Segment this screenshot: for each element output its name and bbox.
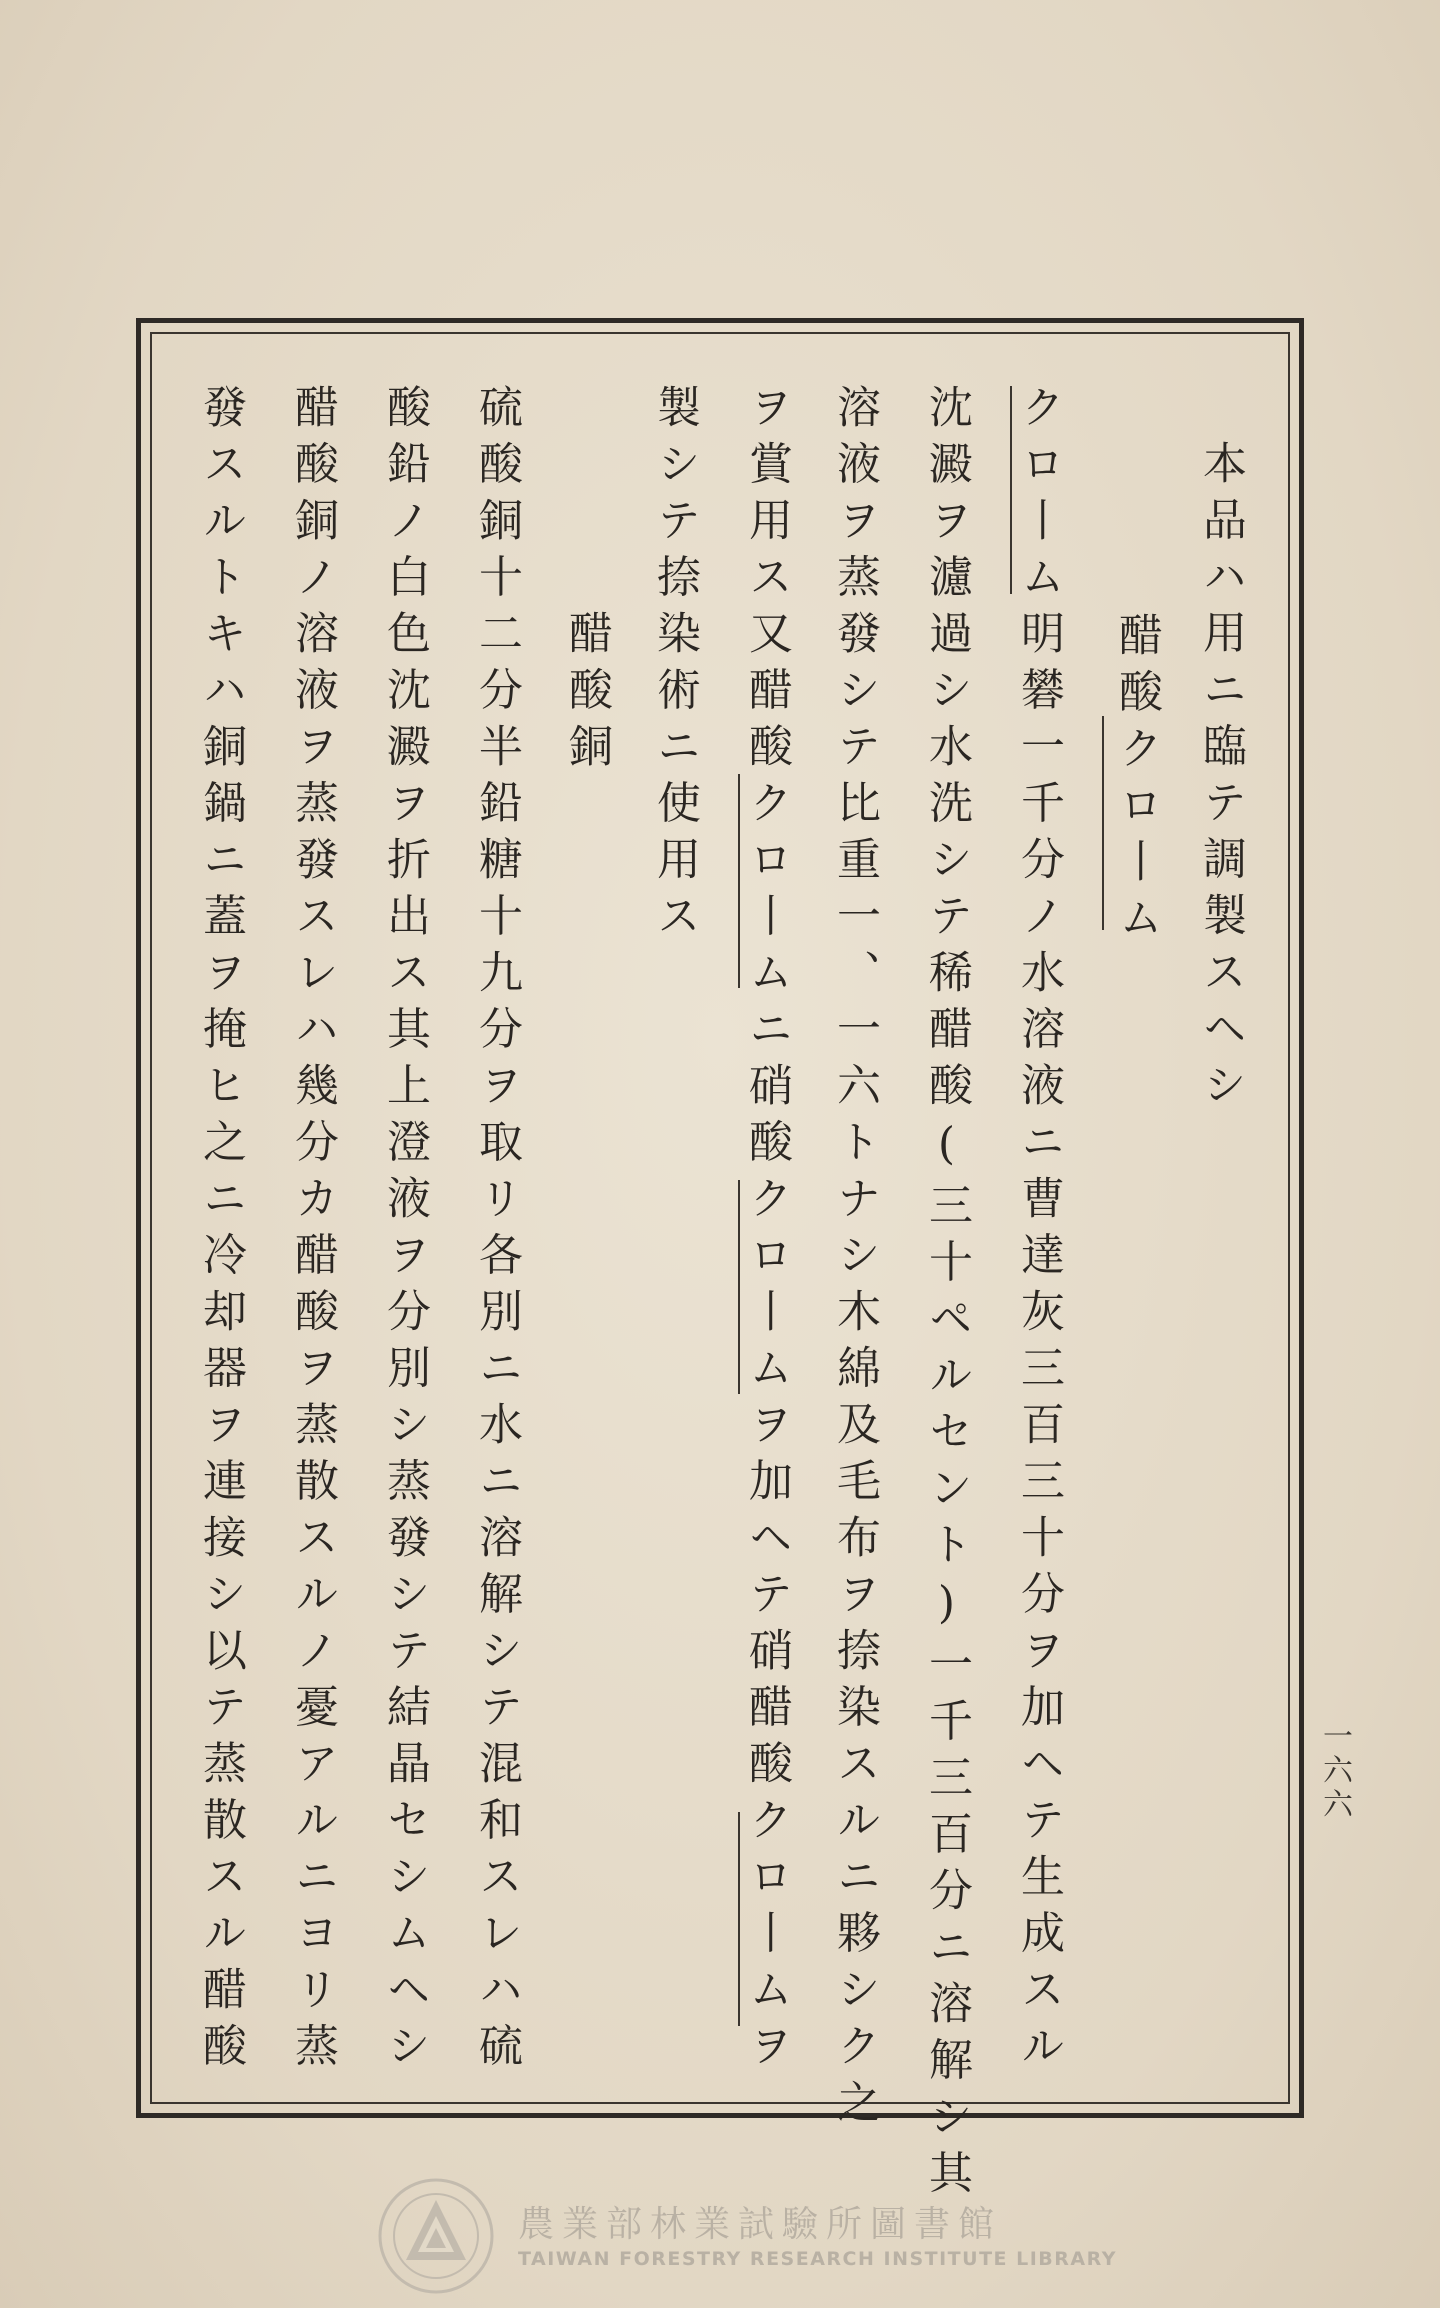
text-column-11: 醋酸銅ノ溶液ヲ蒸發スレハ幾分カ醋酸ヲ蒸散スルノ憂アルニヨリ蒸 [287,384,338,2079]
section-heading-chromium-acetate: 醋酸クロ丨ム [1111,612,1162,951]
side-rule [738,1180,740,1394]
text-column-9: 硫酸銅十二分半鉛糖十九分ヲ取リ各別ニ水ニ溶解シテ混和スレハ硫 [471,384,522,2079]
text-column-1: 本品ハ用ニ臨テ調製スヘシ [1195,440,1246,1118]
side-rule [1102,716,1104,930]
text-column-12: 發スルトキハ銅鍋ニ蓋ヲ掩ヒ之ニ冷却器ヲ連接シ以テ蒸散スル醋酸 [195,384,246,2079]
text-column-3: クロ丨ム明礬一千分ノ水溶液ニ曹達灰三百三十分ヲ加ヘテ生成スル [1013,384,1064,2079]
side-rule [738,774,740,988]
text-column-4: 沈澱ヲ濾過シ水洗シテ稀醋酸(三十ペルセント)一千三百分ニ溶解シ其 [921,384,972,2206]
library-name-english: TAIWAN FORESTRY RESEARCH INSTITUTE LIBRARY [518,2248,1117,2270]
library-name-chinese: 農業部林業試驗所圖書館 [518,2204,1003,2245]
text-column-7: 製シテ捺染術ニ使用ス [649,384,700,949]
text-column-6: ヲ賞用ス又醋酸クロ丨ムニ硝酸クロ丨ムヲ加ヘテ硝醋酸クロ丨ムヲ [741,384,792,2079]
text-column-10: 酸鉛ノ白色沈澱ヲ折出ス其上澄液ヲ分別シ蒸發シテ結晶セシムヘシ [379,384,430,2079]
side-rule [738,1812,740,2026]
text-column-5: 溶液ヲ蒸發シテ比重一、一六トナシ木綿及毛布ヲ捺染スルニ夥シク之 [829,384,880,2136]
page-number: 一六六 [1317,1720,1352,1822]
side-rule [1010,386,1012,594]
library-seal-icon [376,2176,496,2296]
section-heading-copper-acetate: 醋酸銅 [561,610,612,780]
